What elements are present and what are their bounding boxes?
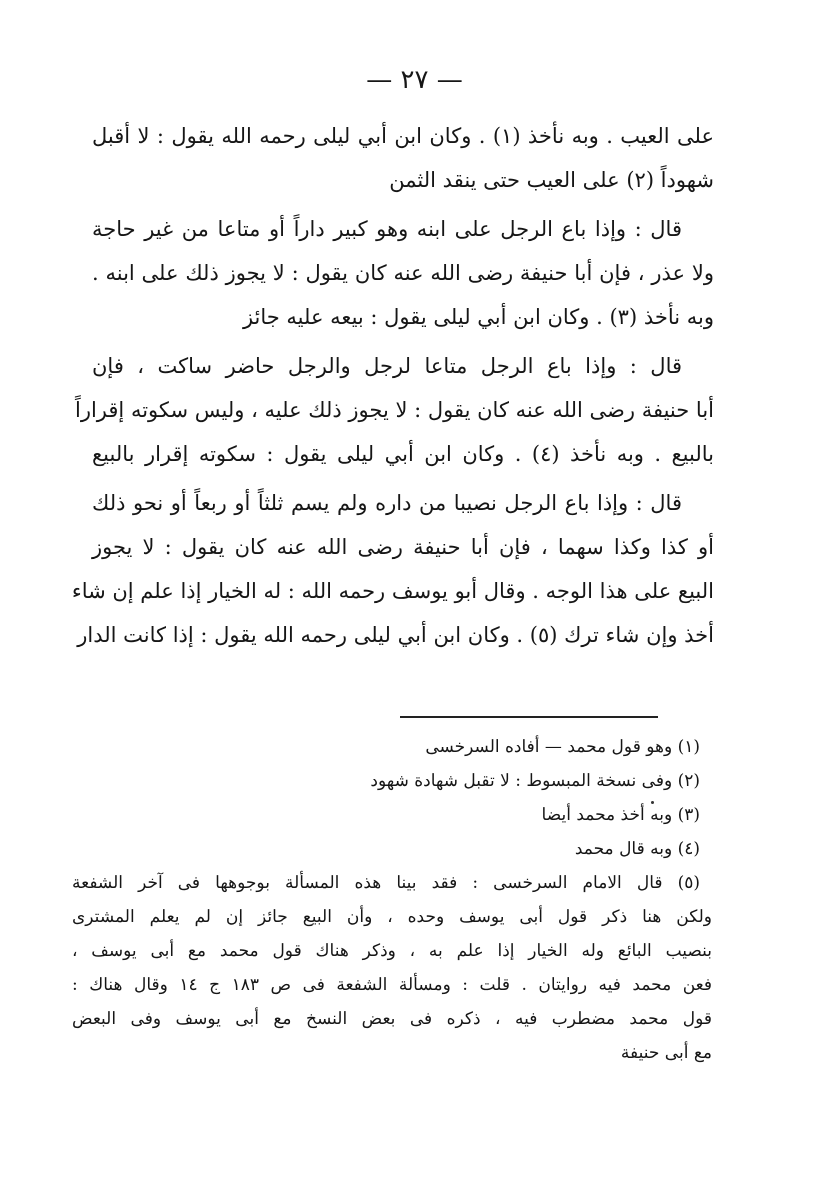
- text-line: قال : وإذا باع الرجل على ابنه وهو كبير داراً أو متاعا من غير حاجة: [92, 217, 682, 241]
- ink-speck: [651, 801, 654, 804]
- main-text: [71, 114, 715, 657]
- footnote: (٣) وبه أخذ محمد أيضا: [541, 805, 700, 825]
- footnote: (٤) وبه قال محمد: [574, 839, 700, 859]
- page-number: — ٢٧ —: [366, 65, 463, 95]
- footnote: (٢) وفى نسخة المبسوط : لا تقبل شهادة شهود: [370, 771, 700, 791]
- footnote: (٥) قال الامام السرخسى : فقد بينا هذه المسألة بوجوهها فى آخر الشفعة: [72, 873, 700, 893]
- footnote: (١) وهو قول محمد — أفاده السرخسى: [425, 737, 700, 757]
- footnotes: [72, 730, 712, 1070]
- footnote-continuation: قول محمد مضطرب فيه ، ذكره فى بعض النسخ مع أبى يوسف وفى البعض: [72, 1009, 712, 1029]
- text-line: أو كذا وكذا سهما ، فإن أبا حنيفة رضى الله عنه كان يقول : لا يجوز: [92, 535, 714, 559]
- text-line: ولا عذر ، فإن أبا حنيفة رضى الله عنه كان يقول : لا يجوز ذلك على ابنه .: [92, 261, 714, 285]
- text-line: البيع على هذا الوجه . وقال أبو يوسف رحمه الله : له الخيار إذا علم إن شاء: [71, 579, 714, 603]
- footnote-continuation: فعن محمد فيه روايتان . قلت : ومسألة الشفعة فى ص ١٨٣ ج ١٤ وقال هناك :: [72, 975, 712, 995]
- footnote-divider: [400, 716, 658, 718]
- text-line: أخذ وإن شاء ترك (٥) . وكان ابن أبي ليلى رحمه الله يقول : إذا كانت الدار: [77, 623, 714, 647]
- footnote-continuation: بنصيب البائع وله الخيار إذا علم به ، وذكر هناك قول محمد مع أبى يوسف ،: [72, 941, 712, 961]
- text-line: على العيب . وبه نأخذ (١) . وكان ابن أبي ليلى رحمه الله يقول : لا أقبل: [92, 124, 715, 148]
- text-line: بالبيع . وبه نأخذ (٤) . وكان ابن أبي ليلى يقول : سكوته إقرار بالبيع: [92, 442, 715, 466]
- footnote-continuation: ولكن هنا ذكر قول أبى يوسف وحده ، وأن البيع جائز إن لم يعلم المشترى: [72, 907, 712, 927]
- text-line: قال : وإذا باع الرجل متاعا لرجل والرجل حاضر ساكت ، فإن: [92, 354, 682, 378]
- text-line: وبه نأخذ (٣) . وكان ابن أبي ليلى يقول : بيعه عليه جائز: [242, 305, 714, 329]
- text-line: أبا حنيفة رضى الله عنه كان يقول : لا يجوز ذلك عليه ، وليس سكوته إقراراً: [75, 398, 714, 422]
- text-line: شهوداً (٢) على العيب حتى ينقد الثمن: [389, 168, 714, 192]
- text-line: قال : وإذا باع الرجل نصيبا من داره ولم يسم ثلثاً أو ربعاً أو نحو ذلك: [92, 491, 682, 515]
- footnote-continuation: مع أبى حنيفة: [620, 1043, 712, 1063]
